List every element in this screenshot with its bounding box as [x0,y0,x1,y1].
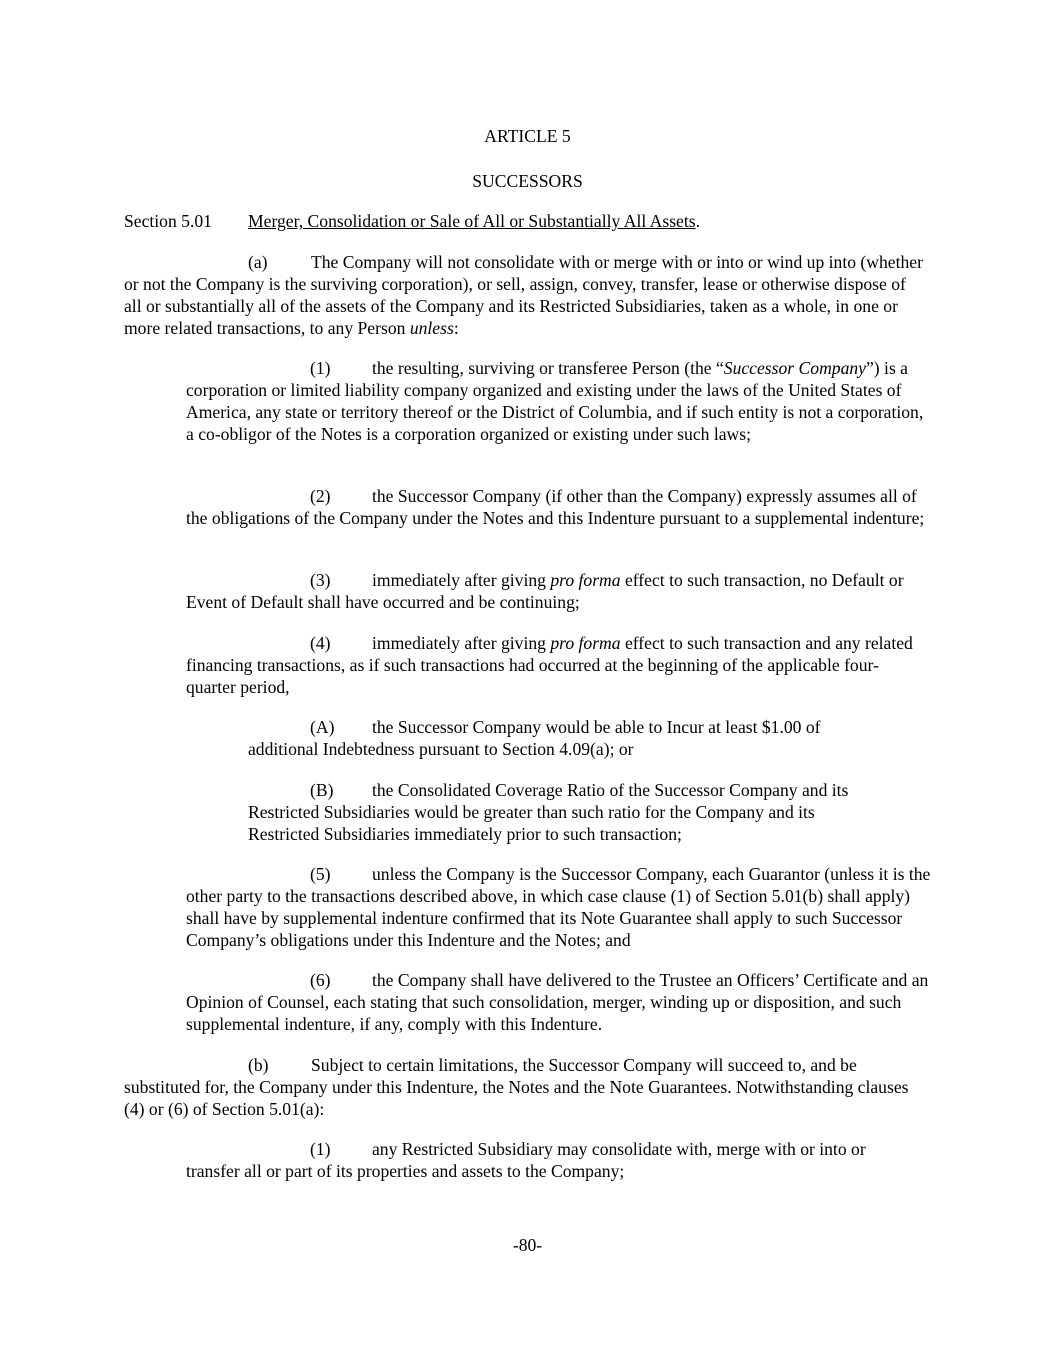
clause-label: (6) [310,970,331,990]
section-title: Merger, Consolidation or Sale of All or Substantially All Assets [248,211,696,231]
clause-label: (4) [310,633,331,653]
article-heading: ARTICLE 5 [484,126,571,146]
clause-a-3: (3) immediately after giving pro forma effect to such transaction, no Default or Event of Default shall have occurred and be continuing; [186,570,904,612]
clause-a-4-B: (B) the Consolidated Coverage Ratio of the Successor Company and its Restricted Subsidiaries would be greater than such ratio for the Company and its Restricted Subsidiaries immediately prior to such transaction; [248,780,849,844]
clause-b-1: (1) any Restricted Subsidiary may consolidate with, merge with or into or transfer all or part of its properties and assets to the Company; [186,1139,866,1181]
clause-label: (5) [310,864,331,884]
section-heading [124,210,944,232]
clause-a-4-A: (A) the Successor Company would be able to Incur at least $1.00 of additional Indebtedness pursuant to Section 4.09(a); or [248,717,821,759]
clause-label: (3) [310,570,331,590]
clause-a-4: (4) immediately after giving pro forma effect to such transaction and any related financing transactions, as if such transactions had occurred at the beginning of the applicable four-quarter period, [186,633,913,697]
clause-label: (A) [310,717,335,737]
clause-a-1: (1) the resulting, surviving or transferee Person (the “Successor Company”) is a corporation or limited liability company organized and existing under the laws of the United States of America, any state or territory thereof or the District of Columbia, and if such entity is not a corporation, a co-obligor of the Notes is a corporation organized or existing under such laws; [186,358,924,444]
clause-label: (1) [310,1139,331,1159]
clause-a-5: (5) unless the Company is the Successor Company, each Guarantor (unless it is the other party to the transactions described above, in which case clause (1) of Section 5.01(b) shall apply) shall have by supplemental indenture confirmed that its Note Guarantee shall apply to such Successor Company’s obligations under this Indenture and the Notes; and [186,864,931,950]
clause-a-2: (2) the Successor Company (if other than the Company) expressly assumes all of the obligations of the Company under the Notes and this Indenture pursuant to a supplemental indenture; [186,486,925,528]
clause-label: (2) [310,486,331,506]
paragraph-a: (a) The Company will not consolidate with or merge with or into or wind up into (whether or not the Company is the surviving corporation), or sell, assign, convey, transfer, lease or otherwise dispose of all or substantially all of the assets of the Company and its Restricted Subsidiaries, taken as a whole, in one or more related transactions, to any Person unless: [124,252,923,338]
page-number: -80- [512,1235,543,1255]
clause-label: (1) [310,358,331,378]
paragraph-b-label: (b) [248,1055,269,1075]
section-title-end: . [695,211,700,231]
clause-a-6: (6) the Company shall have delivered to the Trustee an Officers’ Certificate and an Opinion of Counsel, each stating that such consolidation, merger, winding up or disposition, and such supplemental indenture, if any, comply with this Indenture. [186,970,929,1034]
paragraph-a-label: (a) [248,252,268,272]
paragraph-b: (b) Subject to certain limitations, the Successor Company will succeed to, and be substituted for, the Company under this Indenture, the Notes and the Note Guarantees. Notwithstanding clauses (4) or (6) of Section 5.01(a): [124,1055,909,1119]
article-title: SUCCESSORS [472,171,583,191]
section-number: Section 5.01 [124,211,212,231]
clause-label: (B) [310,780,334,800]
